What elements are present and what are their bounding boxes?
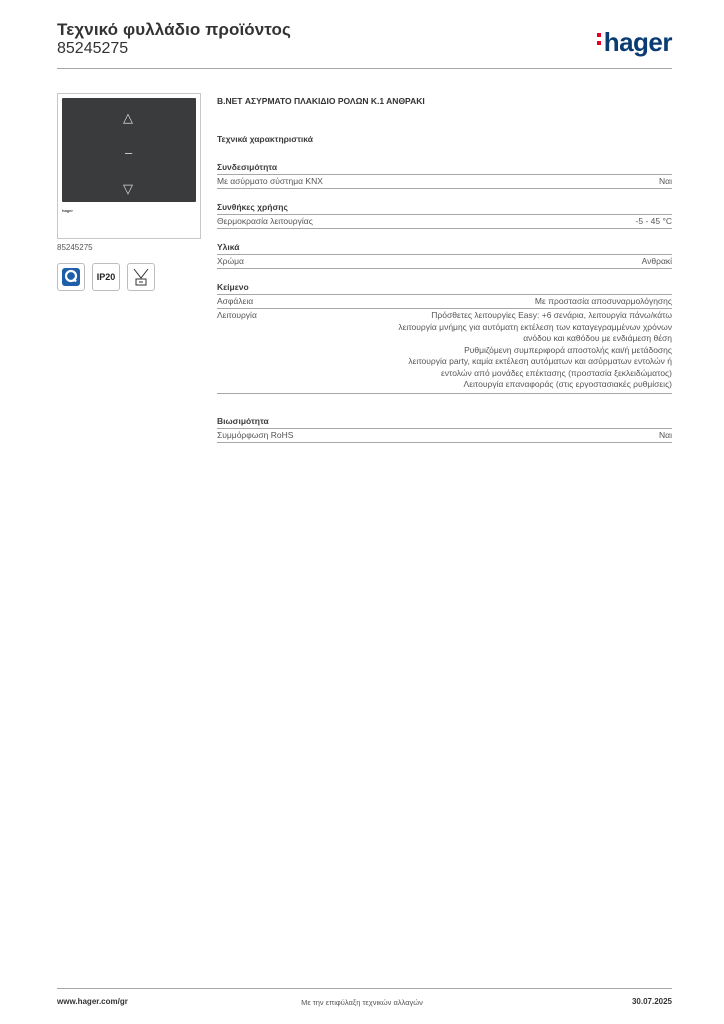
spec-row bbox=[217, 254, 672, 269]
product-code-header: 85245275 bbox=[57, 40, 129, 57]
section-materials bbox=[217, 242, 672, 269]
footer-website-link[interactable]: www.hager.com/gr bbox=[57, 997, 128, 1006]
page-title: Τεχνικό φυλλάδιο προϊόντος bbox=[57, 20, 291, 39]
hager-logo bbox=[597, 27, 672, 58]
section-heading: Συνθήκες χρήσης bbox=[217, 202, 288, 212]
spec-value: Ανθρακί bbox=[641, 256, 672, 266]
ip20-badge: IP20 bbox=[92, 263, 120, 291]
quicklink-icon bbox=[60, 266, 82, 288]
spec-row bbox=[217, 214, 672, 229]
value-line: λειτουργία party, καμία εκτέλεση αυτόματων και ασύρματων εντολών ή bbox=[408, 356, 672, 366]
spec-label: Χρώμα bbox=[217, 256, 244, 266]
stop-icon: – bbox=[125, 145, 133, 160]
logo-text: hager bbox=[603, 27, 672, 57]
value-line: εντολών από μονάδες επέκτασης (προστασία ξεκλειδώματος) bbox=[440, 367, 672, 378]
section-connectivity bbox=[217, 162, 672, 189]
technical-heading: Τεχνικά χαρακτηριστικά bbox=[217, 134, 313, 144]
footer-date: 30.07.2025 bbox=[631, 997, 672, 1006]
badge-row bbox=[57, 263, 155, 291]
spec-value: Ναι bbox=[659, 429, 672, 440]
section-heading: Υλικά bbox=[217, 242, 240, 252]
product-image-frame bbox=[57, 93, 201, 239]
arrow-up-icon: △ bbox=[123, 110, 133, 125]
spec-label: Λειτουργία bbox=[217, 310, 257, 320]
value-line: Ρυθμιζόμενη συμπεριφορά αποστολής και/ή μετάδοσης bbox=[464, 344, 672, 355]
value-line: Λειτουργία επαναφοράς (στις εργοστασιακές ρυθμίσεις) bbox=[463, 379, 672, 389]
spec-value: Με προστασία αποσυναρμολόγησης bbox=[534, 296, 672, 306]
footer-note: Με την επιφύλαξη τεχνικών αλλαγών bbox=[301, 998, 423, 1007]
value-line: Πρόσθετες λειτουργίες Easy: +6 σενάρια, λειτουργία πάνω/κάτω bbox=[431, 310, 672, 320]
section-sustainability bbox=[217, 416, 672, 443]
spec-label: Με ασύρματο σύστημα KNX bbox=[217, 176, 323, 186]
spec-value: -5 - 45 °C bbox=[635, 216, 672, 226]
battery-badge bbox=[127, 263, 155, 291]
product-image-code: 85245275 bbox=[57, 243, 93, 252]
device-logo: hager bbox=[62, 208, 73, 213]
spec-row bbox=[217, 309, 672, 394]
quicklink-badge bbox=[57, 263, 85, 291]
arrow-down-icon: ▽ bbox=[123, 181, 133, 196]
spec-value-multiline bbox=[342, 310, 672, 391]
section-heading: Κείμενο bbox=[217, 282, 249, 292]
value-line: λειτουργία μνήμης για αυτόματη εκτέλεση των καταγεγραμμένων χρόνων bbox=[398, 321, 672, 332]
spec-label: Ασφάλεια bbox=[217, 296, 254, 306]
logo-dots-icon bbox=[597, 33, 602, 49]
spec-value: Ναι bbox=[659, 176, 672, 186]
product-title: B.NET ΑΣΥΡΜΑΤΟ ΠΛΑΚΙΔΙΟ ΡΟΛΩΝ Κ.1 ΑΝΘΡΑΚΙ bbox=[217, 96, 425, 106]
spec-row bbox=[217, 174, 672, 189]
section-text bbox=[217, 282, 672, 394]
header-divider bbox=[57, 68, 672, 69]
spec-label: Συμμόρφωση RoHS bbox=[217, 429, 294, 440]
spec-row bbox=[217, 294, 672, 309]
spec-row bbox=[217, 428, 672, 443]
product-image bbox=[62, 98, 196, 202]
value-line: ανόδου και καθόδου με ενδιάμεση θέση bbox=[523, 333, 672, 343]
section-usage-conditions bbox=[217, 202, 672, 229]
spec-content bbox=[217, 96, 672, 456]
section-heading: Συνδεσιμότητα bbox=[217, 162, 278, 172]
spec-label: Θερμοκρασία λειτουργίας bbox=[217, 216, 313, 226]
footer-divider bbox=[57, 988, 672, 989]
section-heading: Βιωσιμότητα bbox=[217, 415, 269, 426]
battery-icon bbox=[130, 266, 152, 288]
